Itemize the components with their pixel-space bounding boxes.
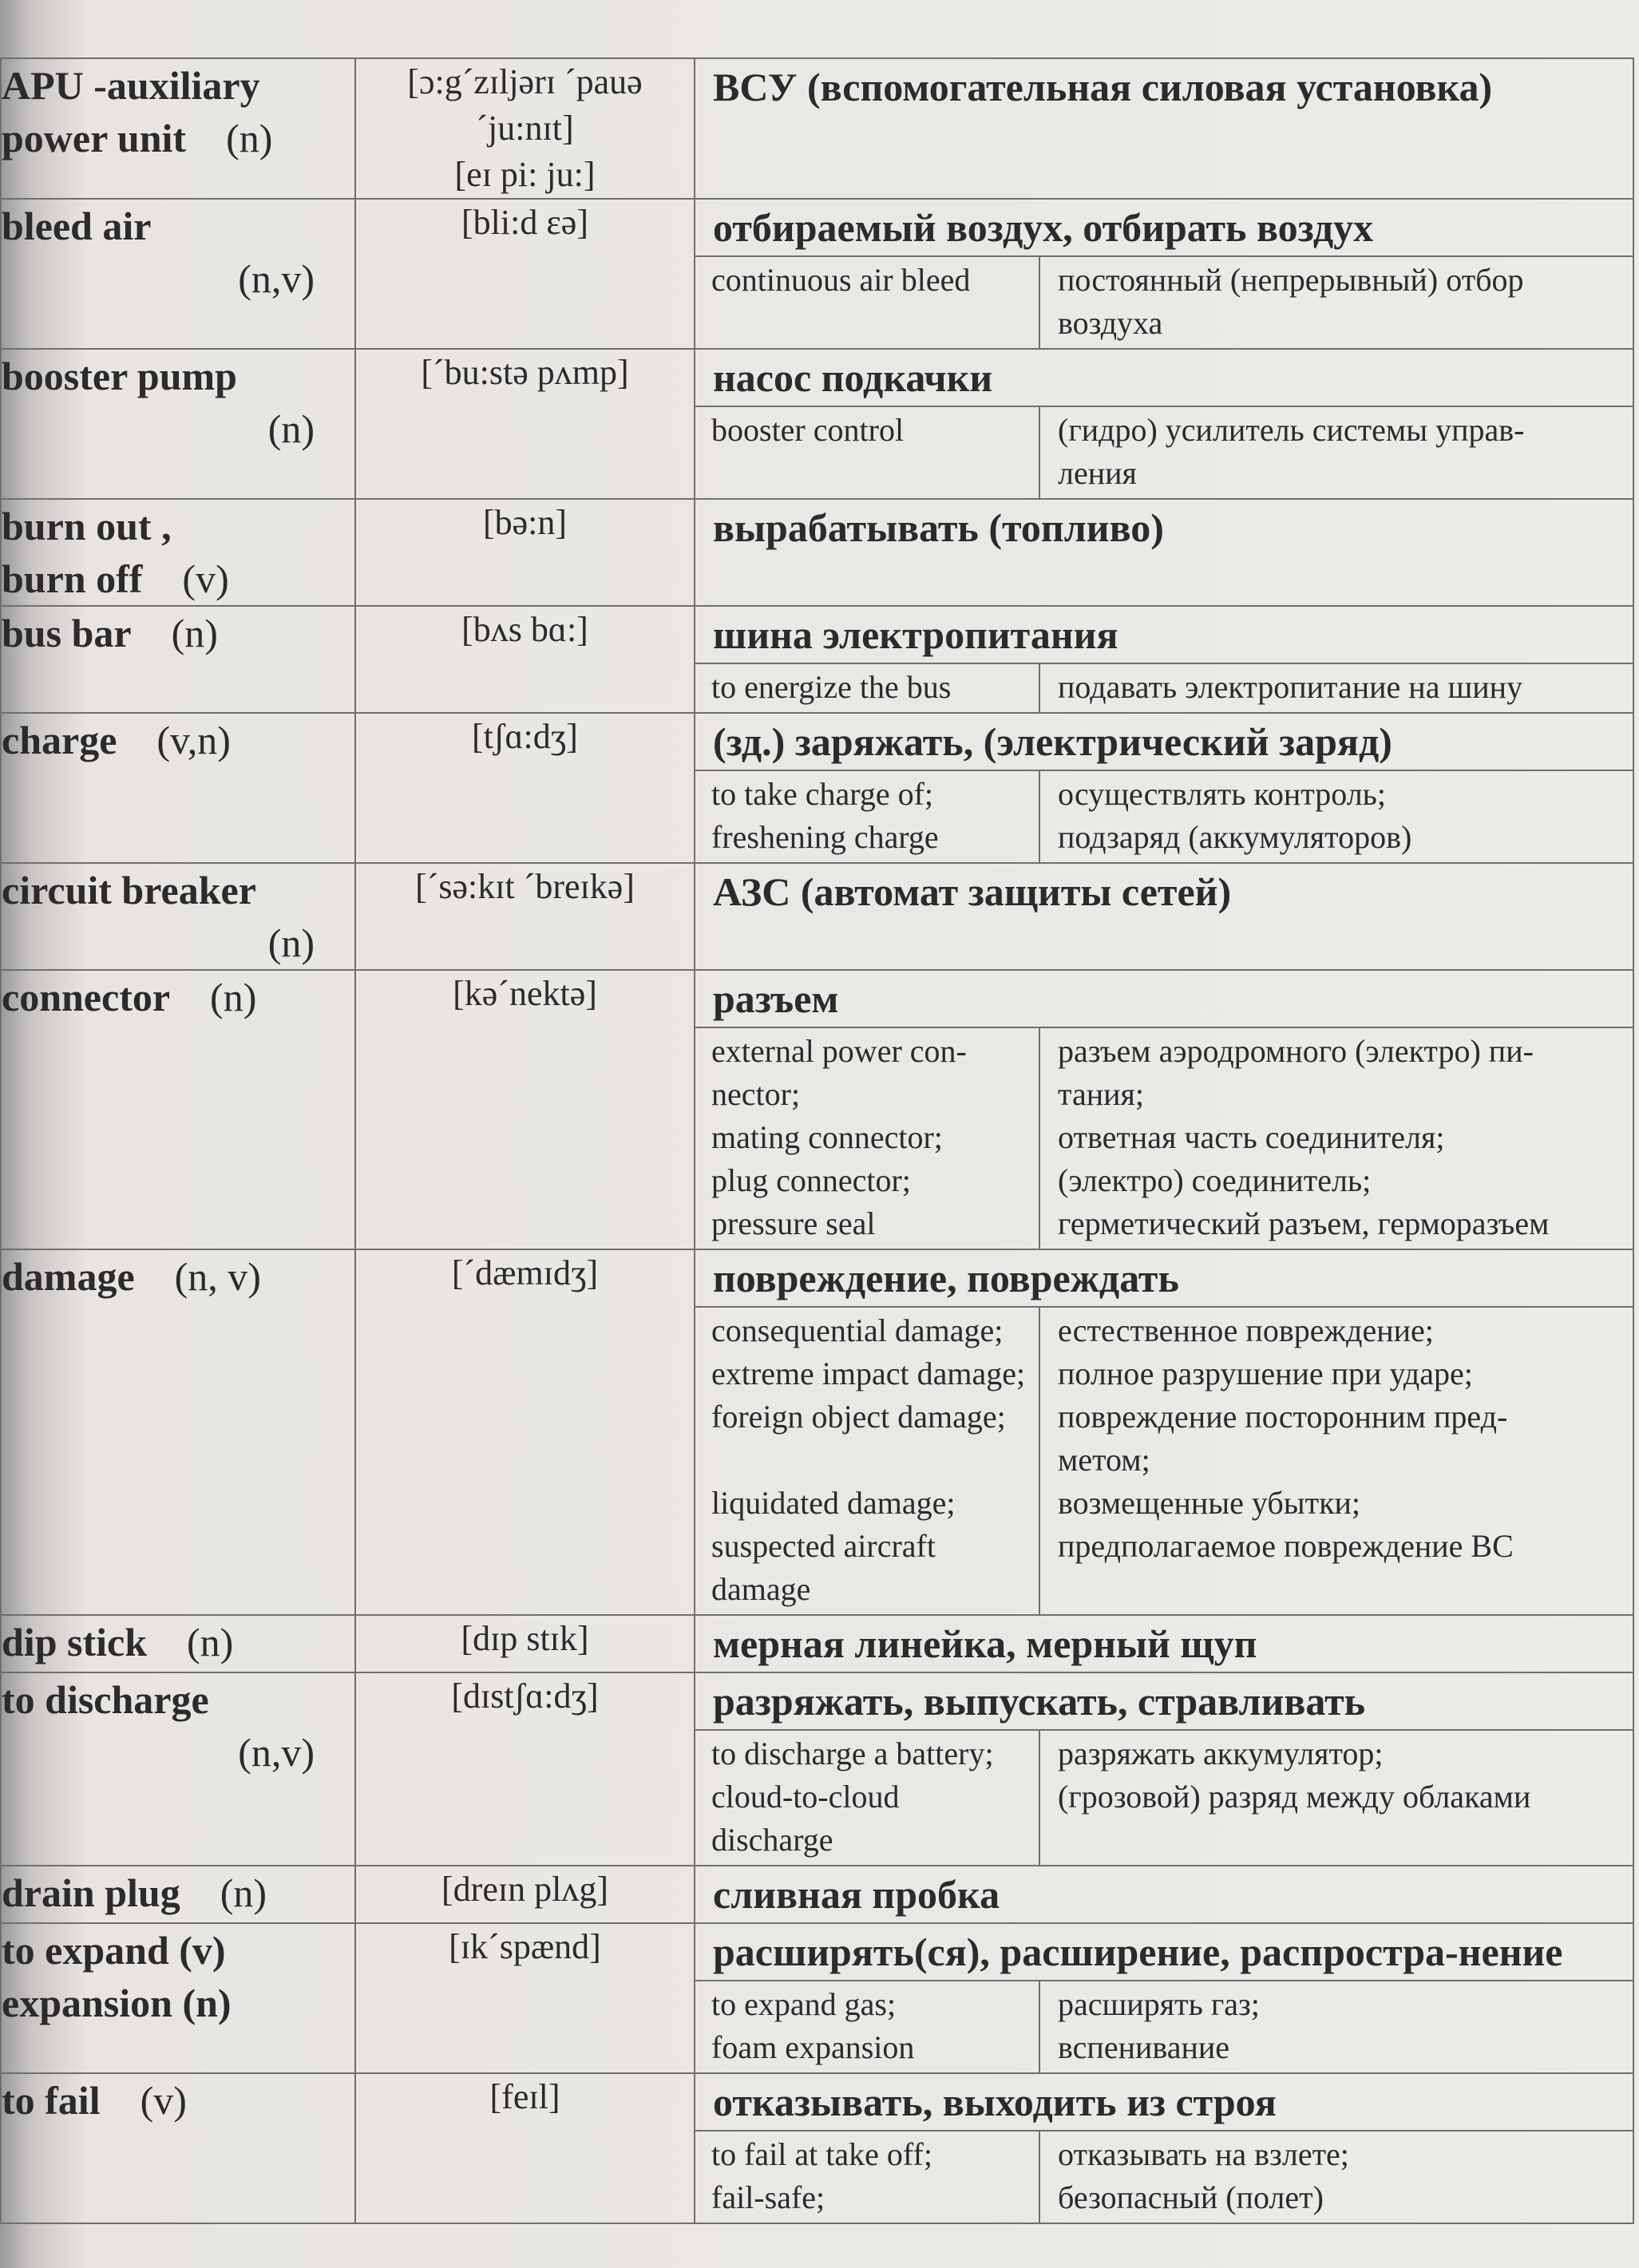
term: [2, 714, 354, 766]
transcription-cell: [355, 606, 695, 713]
definition: сливная пробка: [713, 1872, 1000, 1917]
example-russian-line: естественное повреждение;: [1058, 1312, 1434, 1348]
transcription: [eɪ pi: ju:]: [454, 155, 596, 194]
example-row: [695, 1027, 1633, 1249]
example-russian-line: тания;: [1058, 1076, 1145, 1112]
term-cell: [1, 1866, 355, 1923]
example-russian: [1040, 1308, 1633, 1614]
term-cell: [1, 2073, 355, 2223]
example-russian-line: подавать электропитание на шину: [1058, 669, 1523, 705]
term-cell: [1, 1672, 355, 1866]
transcription: [ˊdæmɪdʒ]: [451, 1253, 599, 1292]
transcription-cell: [355, 2073, 695, 2223]
transcription: [dɪp stɪk]: [461, 1619, 589, 1658]
example-row: [695, 770, 1633, 862]
example-english-line: to energize the bus: [711, 669, 952, 705]
term-cell: [1, 970, 355, 1249]
part-of-speech: (v,n): [156, 718, 231, 762]
example-english: [695, 257, 1040, 348]
term-line: [2, 59, 354, 112]
table-row: [1, 2073, 1633, 2223]
definition-cell: [695, 1672, 1633, 1866]
term-line: [2, 112, 354, 164]
example-english-line: mating connector;: [711, 1119, 943, 1155]
example-russian-line: (грозовой) разряд между облаками: [1058, 1779, 1531, 1815]
definition-cell: [695, 2073, 1633, 2223]
definition-cell: [695, 863, 1633, 970]
definition-cell: [695, 349, 1633, 499]
term-text: to expand (v): [2, 1928, 226, 1973]
example-russian-line: предполагаемое повреждение ВС: [1058, 1528, 1514, 1564]
example-row: [695, 406, 1633, 498]
term-text: burn out ,: [2, 504, 172, 548]
term-text: APU -auxiliary: [2, 63, 260, 108]
example-russian: [1040, 664, 1633, 712]
example-english-line: suspected aircraft: [711, 1528, 936, 1564]
part-of-speech: (v): [140, 2078, 187, 2123]
example-english-line: continuous air bleed: [711, 262, 971, 298]
term: [2, 59, 354, 164]
term-cell: [1, 58, 355, 199]
term-text: damage: [2, 1254, 135, 1299]
term: [2, 1924, 354, 2029]
example-row: [695, 1729, 1633, 1865]
table-row: [1, 606, 1633, 713]
example-russian-line: метом;: [1058, 1442, 1150, 1478]
example-russian-line: [1058, 1568, 1621, 1611]
example-russian-line: (гидро) усилитель системы управ-: [1058, 412, 1525, 448]
example-russian-line: постоянный (непрерывный) отбор: [1058, 262, 1524, 298]
transcription: [feɪl]: [489, 2077, 560, 2116]
table-row: [1, 1672, 1633, 1866]
term: [2, 200, 354, 305]
term-cell: [1, 1615, 355, 1672]
definition: расширять(ся), расширение, распростра-нение: [713, 1930, 1563, 1974]
example-row: [695, 255, 1633, 348]
example-english-line: liquidated damage;: [711, 1485, 956, 1521]
part-of-speech: (v): [182, 556, 229, 601]
term-line: [2, 1250, 354, 1303]
part-of-speech: (n): [267, 920, 315, 965]
table-row: [1, 863, 1633, 970]
term-text: burn off: [2, 556, 143, 601]
term: [2, 350, 354, 455]
example-row: [695, 1980, 1633, 2072]
example-english-line: nector;: [711, 1076, 801, 1112]
definition-cell: [695, 1615, 1633, 1672]
example-english-line: damage: [711, 1571, 811, 1607]
example-row: [695, 1306, 1633, 1614]
example-russian-line: ответная часть соединителя;: [1058, 1119, 1445, 1155]
transcription: [ɪkˊspænd]: [449, 1927, 601, 1966]
term-line: [2, 1866, 354, 1919]
term: [2, 1866, 354, 1919]
example-russian-line: безопасный (полет): [1058, 2179, 1324, 2215]
term-text: power unit: [2, 116, 187, 160]
example-russian: [1040, 1028, 1633, 1249]
term-line: [2, 350, 354, 402]
definition-cell: [695, 713, 1633, 863]
term: [2, 500, 354, 605]
example-english-line: [711, 1439, 1032, 1482]
example-english-line: consequential damage;: [711, 1312, 1004, 1348]
example-english-line: discharge: [711, 1822, 833, 1858]
example-english-line: pressure seal: [711, 1205, 876, 1241]
transcription-cell: [355, 970, 695, 1249]
example-english: [695, 1308, 1040, 1614]
example-russian-line: (электро) соединитель;: [1058, 1162, 1372, 1198]
term-line: [2, 2074, 354, 2127]
term-line: [2, 1673, 354, 1726]
term: [2, 971, 354, 1023]
vocabulary-table: [0, 57, 1634, 2224]
transcription: [ˊsə:kɪt ˊbreɪkə]: [415, 867, 635, 906]
part-of-speech: (n, v): [174, 1254, 261, 1299]
transcription-cell: [355, 199, 695, 349]
definition: отказывать, выходить из строя: [713, 2080, 1277, 2124]
table-row: [1, 199, 1633, 349]
example-english: [695, 771, 1040, 862]
table-row: [1, 349, 1633, 499]
example-russian: [1040, 1731, 1633, 1865]
transcription-cell: [355, 1923, 695, 2073]
term: [2, 2074, 354, 2127]
term-cell: [1, 1923, 355, 2073]
example-russian: [1040, 257, 1633, 348]
transcription: ˊju:nɪt]: [476, 109, 574, 148]
term-text: connector: [2, 975, 171, 1019]
transcription-cell: [355, 349, 695, 499]
term-line: [2, 1616, 354, 1668]
term-cell: [1, 606, 355, 713]
example-english-line: to fail at take off;: [711, 2136, 932, 2172]
example-english-line: fail-safe;: [711, 2179, 825, 2215]
term-line: [2, 864, 354, 916]
transcription-cell: [355, 499, 695, 606]
term-line: [2, 971, 354, 1023]
example-english: [695, 1028, 1040, 1249]
definition: ВСУ (вспомогательная силовая установка): [713, 65, 1493, 109]
transcription: [dɪstʃɑ:dʒ]: [451, 1676, 599, 1716]
table-row: [1, 1249, 1633, 1615]
part-of-speech: (n): [171, 611, 218, 655]
term-cell: [1, 199, 355, 349]
transcription-cell: [355, 863, 695, 970]
definition-cell: [695, 499, 1633, 606]
example-russian-line: вспенивание: [1058, 2029, 1230, 2065]
definition-cell: [695, 970, 1633, 1249]
part-of-speech: (n): [220, 1870, 267, 1915]
example-russian: [1040, 1981, 1633, 2072]
definition-cell: [695, 1249, 1633, 1615]
definition: (зд.) заряжать, (электрический заряд): [713, 719, 1392, 764]
example-english-line: to discharge a battery;: [711, 1736, 994, 1771]
example-russian-line: разъем аэродромного (электро) пи-: [1058, 1033, 1534, 1069]
definition-cell: [695, 1923, 1633, 2073]
example-russian: [1040, 2131, 1633, 2222]
part-of-speech: (n): [210, 975, 257, 1019]
term-text: bleed air: [2, 204, 152, 248]
example-english: [695, 2131, 1040, 2222]
term-cell: [1, 349, 355, 499]
transcription-cell: [355, 1672, 695, 1866]
term-line: [2, 500, 354, 552]
example-english-line: foreign object damage;: [711, 1399, 1006, 1435]
example-russian: [1040, 771, 1633, 862]
term: [2, 1673, 354, 1779]
term-text: circuit breaker: [2, 868, 256, 912]
definition: отбираемый воздух, отбирать воздух: [713, 205, 1374, 250]
example-row: [695, 663, 1633, 712]
transcription: [tʃɑ:dʒ]: [472, 717, 578, 756]
example-english-line: external power con-: [711, 1033, 967, 1069]
transcription-cell: [355, 1866, 695, 1923]
table-row: [1, 58, 1633, 199]
term-text: to discharge: [2, 1677, 209, 1722]
definition: АЗС (автомат защиты сетей): [713, 869, 1232, 914]
definition-cell: [695, 1866, 1633, 1923]
example-russian-line: подзаряд (аккумуляторов): [1058, 819, 1412, 855]
example-russian-line: осуществлять контроль;: [1058, 776, 1387, 812]
term-text: charge: [2, 718, 117, 762]
definition-cell: [695, 199, 1633, 349]
term-text: to fail: [2, 2078, 101, 2123]
transcription-cell: [355, 58, 695, 199]
example-english-line: to take charge of;: [711, 776, 934, 812]
example-english-line: extreme impact damage;: [711, 1356, 1026, 1391]
table-row: [1, 1923, 1633, 2073]
term-cell: [1, 1249, 355, 1615]
transcription: [kəˊnektə]: [453, 974, 597, 1013]
part-of-speech: (n,v): [238, 256, 315, 301]
term-text: bus bar: [2, 611, 132, 655]
term-text: drain plug: [2, 1870, 180, 1915]
definition: мерная линейка, мерный щуп: [713, 1621, 1257, 1666]
example-english-line: cloud-to-cloud: [711, 1779, 900, 1815]
term-cell: [1, 499, 355, 606]
example-russian-line: расширять газ;: [1058, 1986, 1260, 2022]
definition: разряжать, выпускать, стравливать: [713, 1679, 1366, 1724]
part-of-speech: (n): [267, 406, 315, 451]
term-text: booster pump: [2, 354, 237, 398]
table-row: [1, 713, 1633, 863]
definition-cell: [695, 606, 1633, 713]
term-cell: [1, 863, 355, 970]
example-russian-line: отказывать на взлете;: [1058, 2136, 1349, 2172]
table-row: [1, 499, 1633, 606]
table-row: [1, 1615, 1633, 1672]
example-russian-line: воздуха: [1058, 305, 1163, 341]
transcription: [ˊbu:stə pʌmp]: [421, 353, 629, 392]
example-russian-line: ления: [1058, 455, 1137, 491]
part-of-speech: (n): [226, 116, 273, 160]
term-line: [2, 607, 354, 659]
term-line: [2, 714, 354, 766]
example-english-line: to expand gas;: [711, 1986, 897, 2022]
part-of-speech: (n,v): [238, 1730, 315, 1775]
term-cell: [1, 713, 355, 863]
transcription: [ɔ:gˊzɪljərɪ ˊpauə: [407, 62, 643, 101]
term: [2, 1250, 354, 1303]
transcription: [dreɪn plʌg]: [441, 1870, 608, 1909]
example-english-line: booster control: [711, 412, 905, 448]
part-of-speech: (n): [187, 1620, 234, 1664]
transcription-cell: [355, 1249, 695, 1615]
term-line: [2, 1924, 354, 1977]
example-russian-line: разряжать аккумулятор;: [1058, 1736, 1384, 1771]
definition: шина электропитания: [713, 612, 1118, 657]
term: [2, 1616, 354, 1668]
definition: насос подкачки: [713, 355, 993, 400]
term-text: dip stick: [2, 1620, 148, 1664]
term: [2, 607, 354, 659]
table-row: [1, 970, 1633, 1249]
example-english-line: plug connector;: [711, 1162, 911, 1198]
table-row: [1, 1866, 1633, 1923]
example-english: [695, 664, 1040, 712]
example-english: [695, 407, 1040, 498]
example-russian-line: герметический разъем, гермоpазъем: [1058, 1205, 1550, 1241]
term-line: [2, 1977, 354, 2029]
transcription-cell: [355, 713, 695, 863]
example-russian-line: повреждение посторонним пред-: [1058, 1399, 1508, 1435]
transcription: [bʌs bɑ:]: [461, 610, 588, 649]
example-russian-line: возмещенные убытки;: [1058, 1485, 1361, 1521]
definition: повреждение, повреждать: [713, 1256, 1179, 1300]
definition: вырабатывать (топливо): [713, 505, 1164, 550]
example-english: [695, 1981, 1040, 2072]
transcription: [bə:n]: [482, 503, 568, 542]
term-line: [2, 200, 354, 252]
definition: разъем: [713, 976, 839, 1021]
example-english-line: freshening charge: [711, 819, 939, 855]
definition-cell: [695, 58, 1633, 199]
example-russian-line: полное разрушение при ударе;: [1058, 1356, 1473, 1391]
transcription: [bli:d ɛə]: [461, 203, 588, 242]
example-english-line: foam expansion: [711, 2029, 915, 2065]
transcription-cell: [355, 1615, 695, 1672]
example-english: [695, 1731, 1040, 1865]
term: [2, 864, 354, 969]
term-line: [2, 552, 354, 605]
example-row: [695, 2130, 1633, 2222]
term-text: expansion (n): [2, 1981, 232, 2025]
example-russian: [1040, 407, 1633, 498]
